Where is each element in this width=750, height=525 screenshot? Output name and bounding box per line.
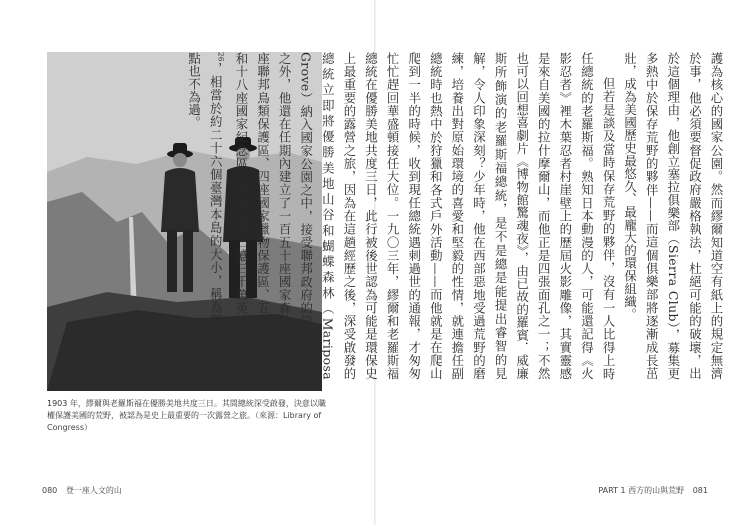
paragraph: [183, 52, 619, 380]
body-text: [186, 52, 727, 380]
right-page-footer: [598, 485, 714, 496]
caption-credit: （來源：Library of Congress）: [47, 411, 322, 432]
left-folio: 080: [42, 486, 58, 495]
right-folio: 081: [692, 486, 708, 495]
right-running-title: 西方的山與荒野: [628, 486, 685, 495]
paragraph: 護為核心的國家公園。然而繆爾知道空有紙上的規定無濟於事，他必須要督促政府嚴格執法，杜絕可能的破壞，出於這個理由，他創立塞拉俱樂部（Sierra Club），募集更多熱中於保存荒野的夥伴——而這個俱樂部將逐漸成長茁壯，成為美國歷史最悠久、最龐大的環保組織。: [622, 52, 724, 380]
left-page-footer: [36, 485, 122, 496]
photo-caption: [47, 398, 327, 434]
caption-text: 1903 年，繆爾與老羅斯福在優勝美地共度三日。其間總統深受啟發，決意以職權保護美國的荒野，被認為是史上最重要的一次露營之旅。: [47, 399, 326, 420]
paragraph-text-tail: ，相當於約二十六個臺灣本島的大小，稱為環保總統一點也不為過。: [186, 52, 224, 380]
part-label: PART 1: [598, 486, 626, 495]
paragraph-text: 但若是談及當時保存荒野的夥伴，沒有一人比得上時任總統的老羅斯福。熟知日本動漫的人，可能還記得《火影忍者》裡木葉忍者村崖壁上的歷屆火影雕像，其實靈感是來自美國的拉什摩爾山，而他正是四張面孔之一；不然也可以回想喜劇片《博物館驚魂夜》，由已故的羅賓．威廉斯所飾演的老羅斯福總統，是不是總是能提出睿智的見解，令人印象深刻？少年時，他在西部惡地受過荒野的磨練，培養出對原始環境的喜愛和堅毅的性情，就連擔任副總統時也熱中於狩獵和各式戶外活動——而他就是在爬山爬到一半的時候，收到現任總統遇刺過世的通報，才匆匆忙忙趕回華盛頓接任大位。一九〇三年，繆爾和老羅斯福總統在優勝美地共度三日，此行被後世認為可能是環保史上最重要的露營之旅，因為在這趟經歷之後，深受啟發的總統立即將優勝美地山谷和蝴蝶森林（Mariposa Grove）納入國家公園之中，接受聯邦政府的管轄。除此之外，他還在任期內建立了一百五十座國家森林、五十一座聯邦鳥類保護區、四座國家獵物保護區、五座國家公園和十八座國家紀念區，涵蓋超過二億三千萬英畝的公有地: [233, 52, 617, 380]
left-running-title: 登一座人文的山: [65, 486, 122, 495]
footnote-marker: 26: [216, 52, 225, 62]
